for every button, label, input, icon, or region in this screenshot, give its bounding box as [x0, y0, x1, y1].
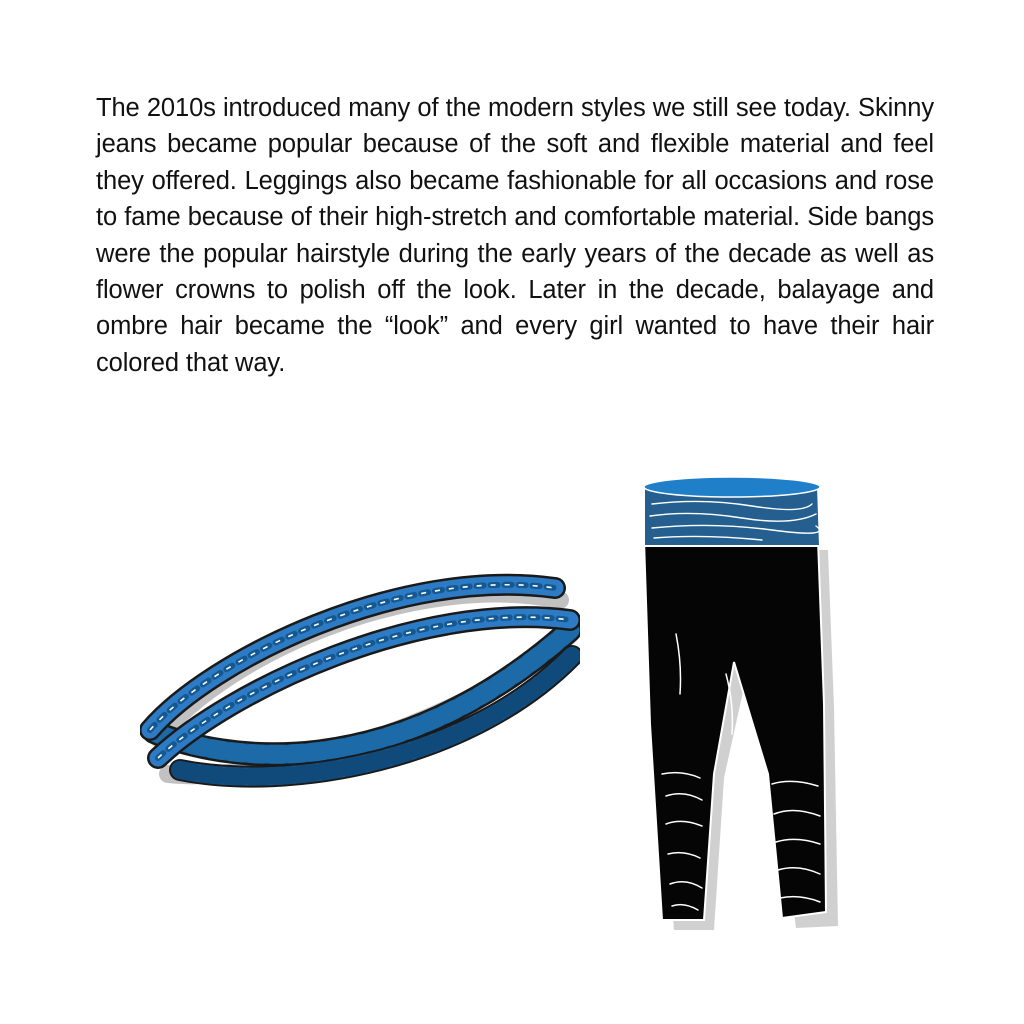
- yoga-leggings-icon: [622, 474, 848, 932]
- body-paragraph: The 2010s introduced many of the modern styles we still see today. Skinny jeans became popular because of the soft and flexible material and feel they offered. Leggings also became fashionable for all occasions and rose to fame because of their high-stretch and comfortable material. Side bangs were the popular hairstyle during the early years of the decade as well as flower crowns to polish off the look. Later in the decade, balayage and ombre hair became the “look” and every girl wanted to have their hair colored that way.: [96, 94, 934, 377]
- braided-headband-icon: [140, 560, 580, 790]
- leggings-waistband: [644, 477, 820, 546]
- leggings-legs: [644, 540, 826, 920]
